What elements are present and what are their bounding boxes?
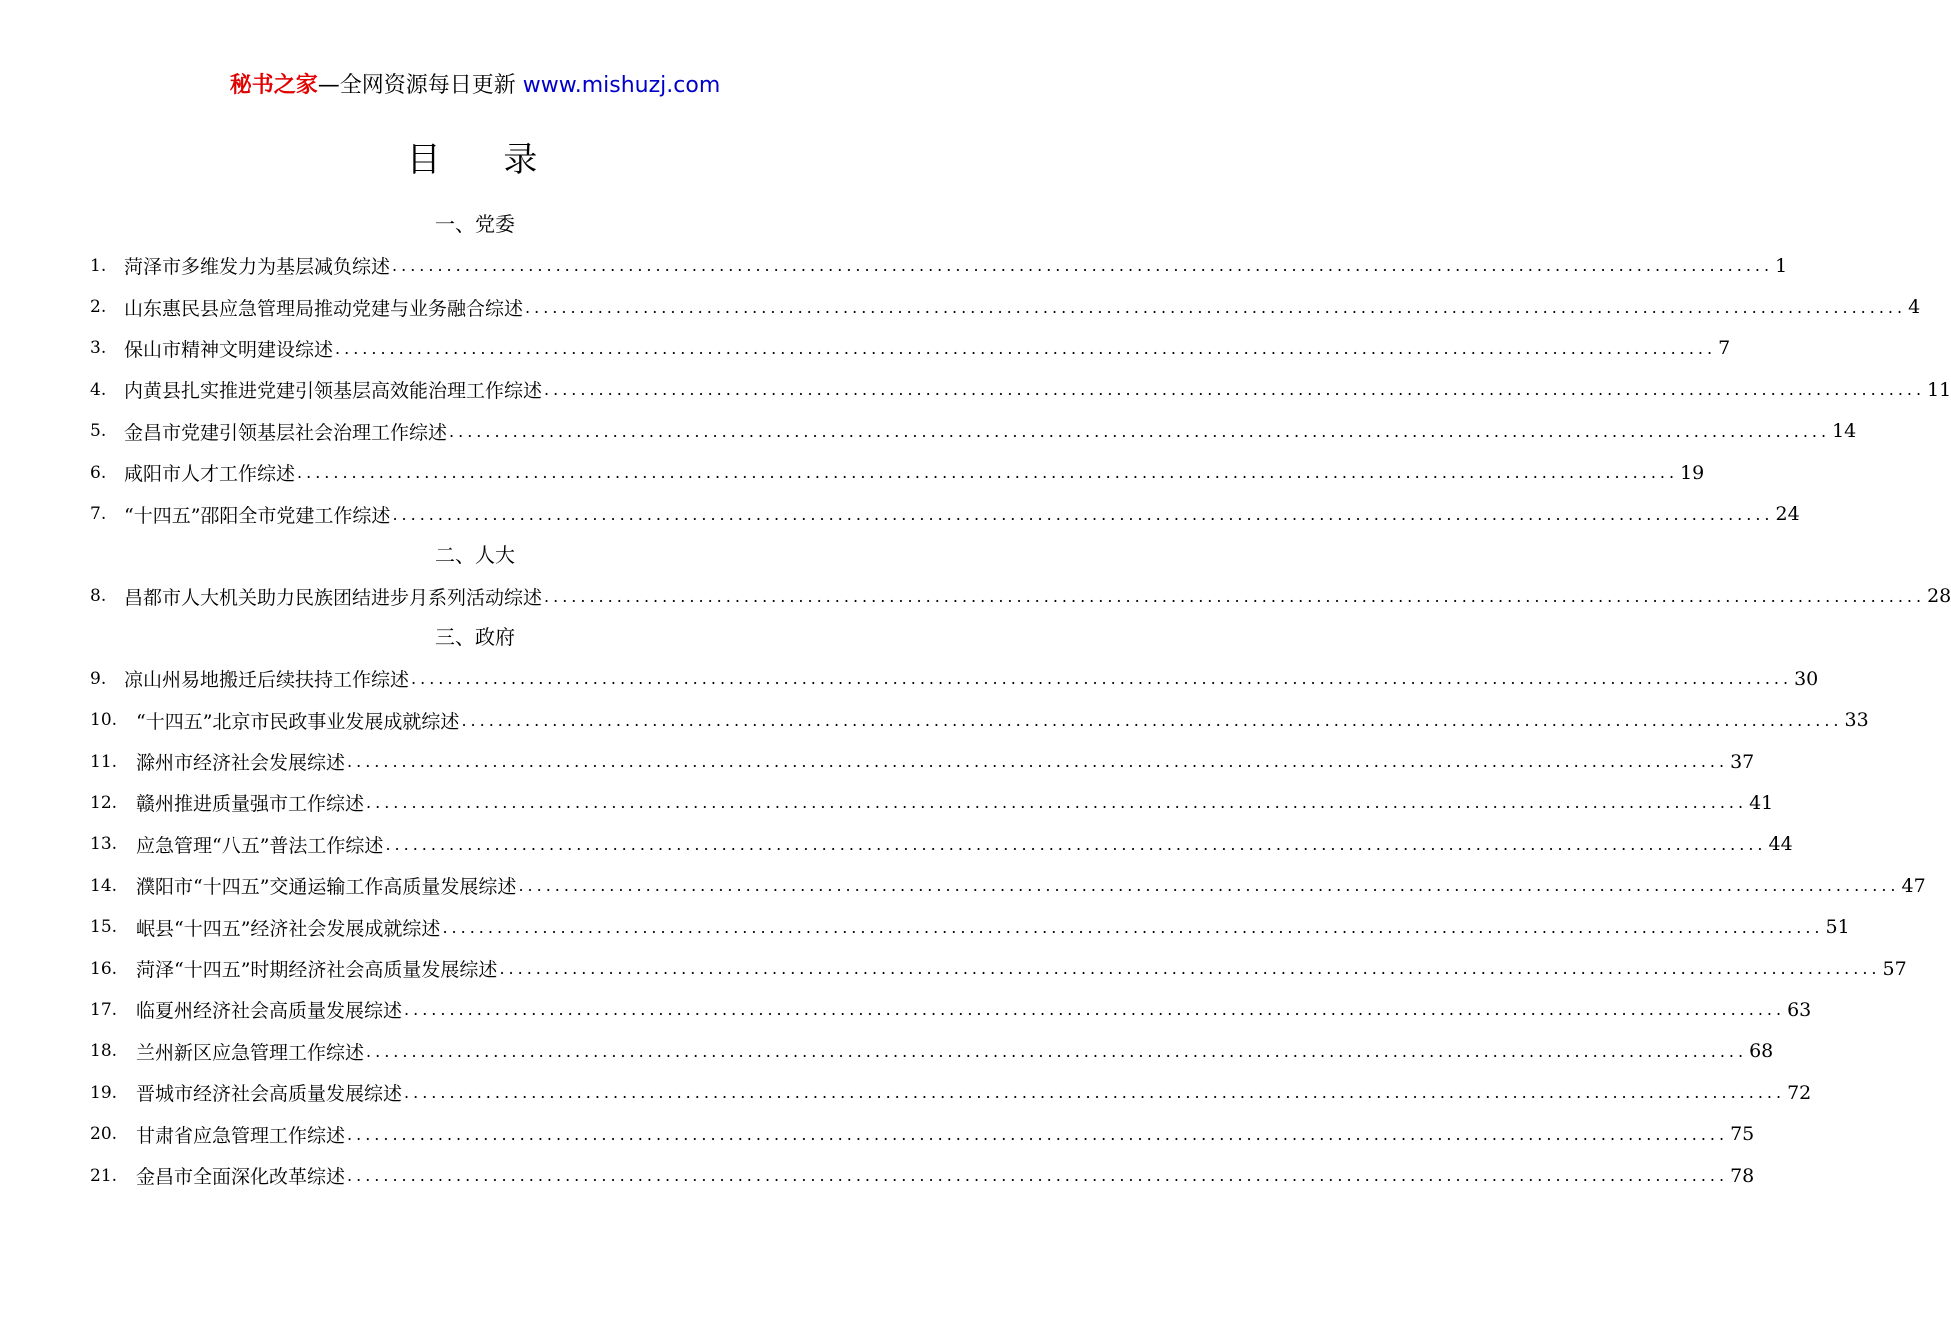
toc-entry-number: 4.	[90, 379, 107, 400]
toc-entry-page-number: 4	[1908, 296, 1921, 319]
toc-entry-title: 岷县“十四五”经济社会发展成就综述	[136, 917, 441, 940]
site-tagline: —全网资源每日更新	[317, 73, 523, 98]
toc-entry-number: 14.	[90, 875, 118, 896]
toc-entry-title: 临夏州经济社会高质量发展综述	[136, 1000, 403, 1023]
toc-entry[interactable]	[90, 782, 1774, 823]
toc-entry-page-number: 14	[1832, 420, 1857, 443]
toc-dot-leader: ........................................................................................................................................................	[544, 380, 1926, 400]
toc-dot-leader: ........................................................................................................................................................	[366, 1041, 1748, 1061]
toc-entry-number: 20.	[90, 1124, 118, 1145]
toc-entry[interactable]	[90, 658, 1819, 699]
toc-entry-title: 金昌市党建引领基层社会治理工作综述	[124, 421, 448, 444]
toc-entry-page-number: 7	[1718, 337, 1731, 360]
toc-entry[interactable]	[90, 245, 1788, 286]
toc-dot-leader: ........................................................................................................................................................	[499, 959, 1881, 979]
toc-entry-page-number: 51	[1825, 916, 1850, 939]
toc-entry-title: 内黄县扎实推进党建引领基层高效能治理工作综述	[124, 380, 543, 403]
toc-entry-title: 濮阳市“十四五”交通运输工作高质量发展综述	[136, 876, 517, 899]
toc-entry-number: 5.	[90, 421, 107, 442]
toc-entry-title: “十四五”邵阳全市党建工作综述	[124, 504, 391, 527]
toc-dot-leader: ........................................................................................................................................................	[347, 1124, 1729, 1144]
toc-entry-page-number: 75	[1730, 1123, 1755, 1146]
toc-entry[interactable]	[90, 741, 1755, 782]
toc-entry-title: 山东惠民县应急管理局推动党建与业务融合综述	[124, 297, 524, 320]
table-of-contents	[90, 204, 1951, 1196]
page-title: 目 录	[406, 140, 564, 180]
toc-entry-number: 15.	[90, 917, 118, 938]
toc-entry-title: 晋城市经济社会高质量发展综述	[136, 1083, 403, 1106]
toc-entry-title: 菏泽“十四五”时期经济社会高质量发展综述	[136, 959, 498, 982]
toc-entry[interactable]	[90, 493, 1800, 534]
toc-entry[interactable]	[90, 328, 1731, 369]
toc-entry-page-number: 47	[1901, 874, 1926, 897]
toc-entry-title: 滁州市经济社会发展综述	[136, 752, 346, 775]
toc-dot-leader: ........................................................................................................................................................	[335, 338, 1717, 358]
toc-entry-number: 13.	[90, 834, 118, 855]
toc-dot-leader: ........................................................................................................................................................	[518, 876, 1900, 896]
toc-entry[interactable]	[90, 1113, 1755, 1154]
toc-dot-leader: ........................................................................................................................................................	[392, 256, 1774, 276]
toc-dot-leader: ........................................................................................................................................................	[366, 793, 1748, 813]
toc-entry-page-number: 44	[1768, 833, 1793, 856]
toc-entry-number: 18.	[90, 1041, 118, 1062]
toc-entry-title: 菏泽市多维发力为基层减负综述	[124, 256, 391, 279]
toc-entry-number: 21.	[90, 1165, 118, 1186]
toc-dot-leader: ........................................................................................................................................................	[411, 669, 1793, 689]
toc-dot-leader: ........................................................................................................................................................	[347, 1166, 1729, 1185]
toc-entry[interactable]	[90, 576, 1951, 617]
toc-entry-page-number: 24	[1775, 503, 1800, 526]
toc-entry[interactable]	[90, 286, 1921, 327]
toc-entry[interactable]	[90, 865, 1926, 906]
toc-entry-title: 甘肃省应急管理工作综述	[136, 1124, 346, 1147]
toc-entry-page-number: 63	[1787, 998, 1812, 1021]
toc-entry-number: 2.	[90, 297, 107, 318]
toc-entry[interactable]	[90, 700, 1869, 741]
toc-entry-number: 12.	[90, 792, 118, 813]
toc-entry-page-number: 68	[1749, 1040, 1774, 1063]
toc-entry-title: 兰州新区应急管理工作综述	[136, 1041, 365, 1064]
toc-entry[interactable]	[90, 906, 1850, 947]
toc-entry-number: 1.	[90, 255, 107, 276]
toc-entry[interactable]	[90, 824, 1793, 865]
toc-entry-title: 昌都市人大机关助力民族团结进步月系列活动综述	[124, 586, 543, 609]
toc-dot-leader: ........................................................................................................................................................	[404, 1083, 1786, 1103]
toc-entry-number: 10.	[90, 710, 118, 731]
toc-entry-page-number: 1	[1775, 254, 1788, 277]
toc-entry-page-number: 19	[1680, 461, 1705, 484]
toc-entry-number: 9.	[90, 668, 107, 689]
site-header	[0, 68, 950, 99]
toc-entry[interactable]	[90, 989, 1812, 1030]
toc-entry[interactable]	[90, 1155, 1755, 1196]
toc-entry[interactable]	[90, 1031, 1774, 1072]
toc-entry-number: 17.	[90, 999, 118, 1020]
toc-dot-leader: ........................................................................................................................................................	[449, 421, 1831, 441]
toc-dot-leader: ........................................................................................................................................................	[392, 504, 1774, 524]
toc-section-heading: 一、党委	[435, 212, 515, 236]
toc-entry[interactable]	[90, 1072, 1812, 1113]
toc-entry-page-number: 28	[1927, 585, 1951, 608]
toc-entry-number: 3.	[90, 338, 107, 359]
toc-entry[interactable]	[90, 452, 1705, 493]
toc-dot-leader: ........................................................................................................................................................	[544, 586, 1926, 606]
toc-entry-title: 赣州推进质量强市工作综述	[136, 793, 365, 816]
toc-entry-page-number: 11	[1927, 378, 1951, 401]
toc-dot-leader: ........................................................................................................................................................	[461, 710, 1843, 730]
toc-dot-leader: ........................................................................................................................................................	[385, 834, 1767, 854]
toc-entry-page-number: 78	[1730, 1164, 1755, 1187]
toc-dot-leader: ........................................................................................................................................................	[404, 1000, 1786, 1020]
toc-entry-title: 金昌市全面深化改革综述	[136, 1166, 346, 1188]
toc-dot-leader: ........................................................................................................................................................	[297, 463, 1679, 483]
toc-entry-number: 6.	[90, 462, 107, 483]
toc-entry-number: 11.	[90, 751, 118, 772]
toc-entry-page-number: 37	[1730, 750, 1755, 773]
brand-name: 秘书之家	[229, 73, 318, 98]
toc-entry-page-number: 30	[1794, 667, 1819, 690]
toc-dot-leader: ........................................................................................................................................................	[525, 297, 1907, 317]
toc-section-heading: 三、政府	[435, 625, 515, 650]
toc-entry-page-number: 33	[1844, 709, 1869, 732]
toc-entry-page-number: 41	[1749, 791, 1774, 814]
toc-entry[interactable]	[90, 369, 1951, 410]
toc-entry-number: 19.	[90, 1082, 118, 1103]
toc-entry[interactable]	[90, 411, 1857, 452]
toc-entry-page-number: 57	[1882, 957, 1907, 980]
toc-entry-number: 7.	[90, 504, 107, 525]
site-url-link[interactable]: www.mishuzj.com	[522, 73, 721, 98]
toc-entry-title: “十四五”北京市民政事业发展成就综述	[136, 710, 460, 733]
toc-entry-title: 应急管理“八五”普法工作综述	[136, 834, 384, 857]
toc-entry-title: 凉山州易地搬迁后续扶持工作综述	[124, 669, 410, 692]
toc-dot-leader: ........................................................................................................................................................	[347, 752, 1729, 772]
toc-dot-leader: ........................................................................................................................................................	[442, 917, 1824, 937]
toc-section-heading: 二、人大	[435, 542, 515, 567]
toc-entry-number: 8.	[90, 586, 107, 607]
toc-entry-number: 16.	[90, 958, 118, 979]
toc-entry-page-number: 72	[1787, 1081, 1812, 1104]
toc-entry-title: 咸阳市人才工作综述	[124, 463, 296, 486]
toc-entry-title: 保山市精神文明建设综述	[124, 338, 334, 361]
toc-entry[interactable]	[90, 948, 1907, 989]
